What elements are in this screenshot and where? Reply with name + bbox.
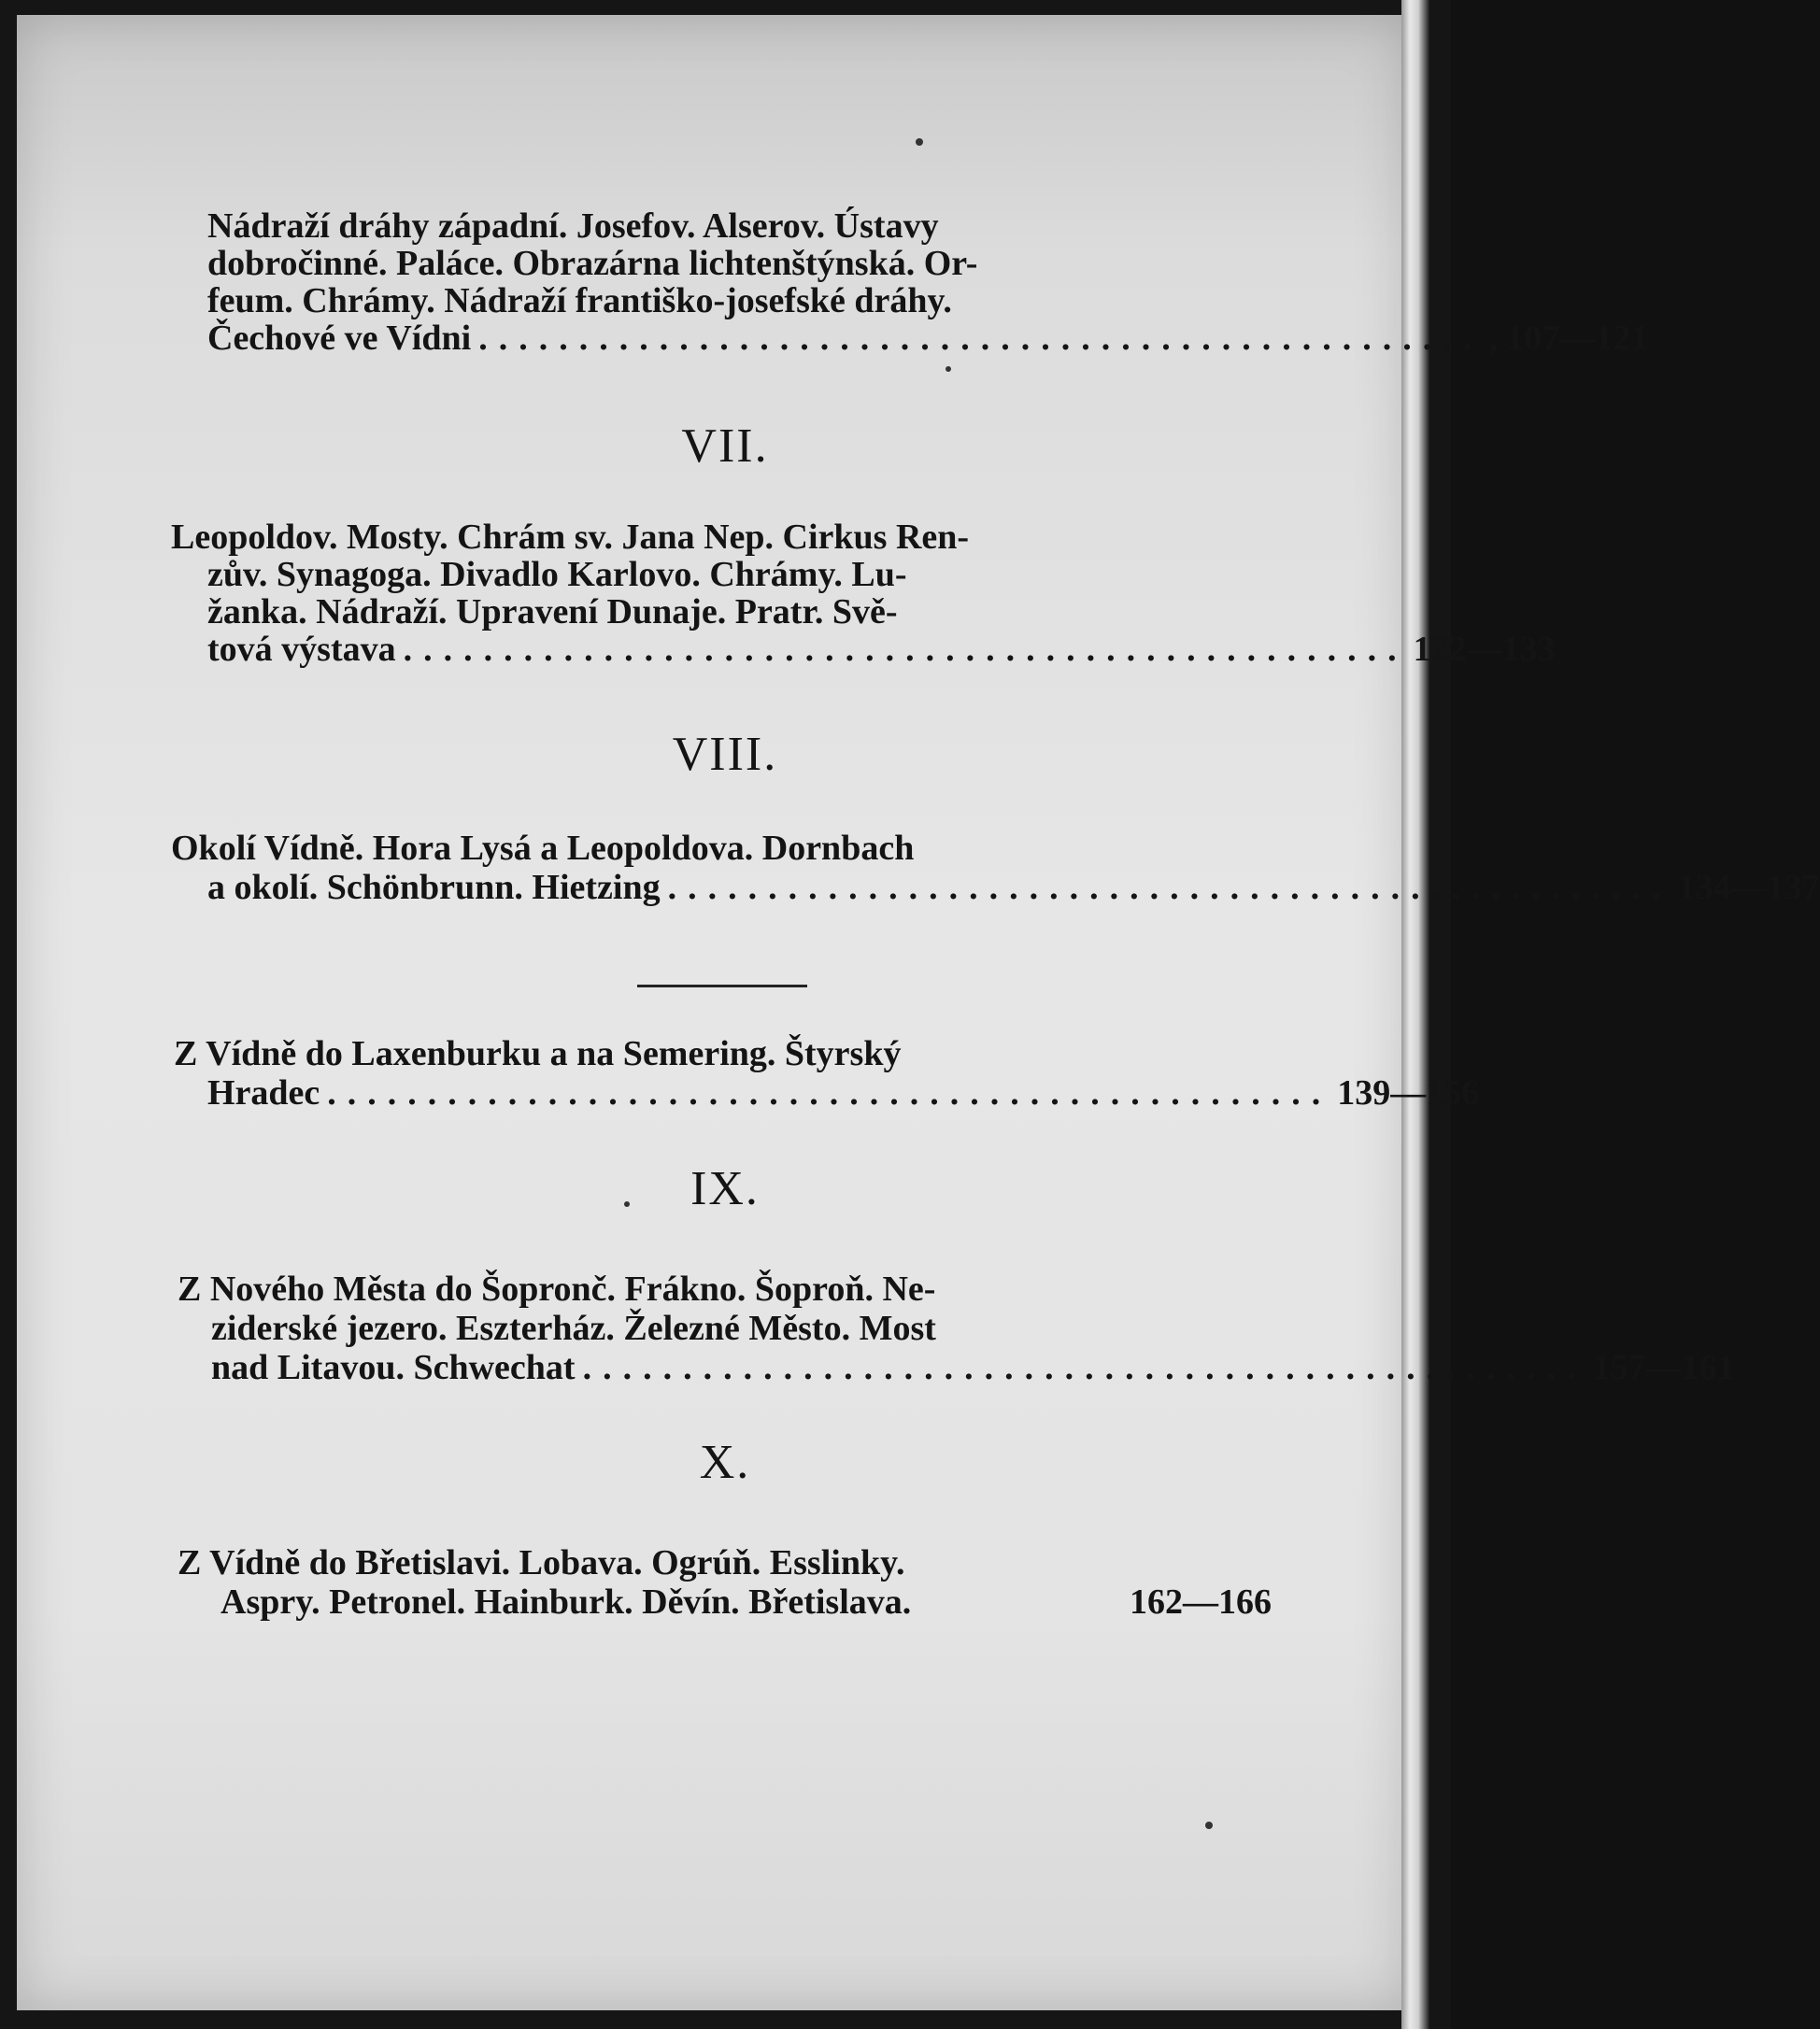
- dot-leader: ..................................................: [327, 1073, 1332, 1113]
- toc-entry-title: tová výstava: [207, 630, 396, 669]
- toc-line: [207, 282, 1104, 319]
- dot-leader: ..................................................: [667, 868, 1672, 907]
- toc-line: [211, 1310, 1116, 1347]
- toc-line-text: Z Nového Města do Šopronč. Frákno. Šoproň. Ne-: [178, 1270, 936, 1309]
- toc-line: [207, 593, 1114, 631]
- toc-line-text: Z Vídně do Laxenburku a na Semering. Štyrský: [174, 1034, 902, 1073]
- toc-entry-title: Čechové ve Vídni: [207, 319, 472, 358]
- toc-line: [207, 207, 1104, 245]
- chapter-numeral: VIII.: [672, 728, 778, 781]
- chapter-numeral: IX.: [690, 1162, 760, 1215]
- toc-line-text: zův. Synagoga. Divadlo Karlovo. Chrámy. Lu-: [207, 555, 907, 594]
- scan-speck: [916, 138, 923, 146]
- page-range: 139—156: [1337, 1073, 1480, 1113]
- toc-line-text: dobročinné. Paláce. Obrazárna lichtenštýnská. Or-: [207, 244, 978, 283]
- toc-line: [178, 1544, 1112, 1582]
- toc-line-text: feum. Chrámy. Nádraží františko-josefské dráhy.: [207, 281, 952, 320]
- toc-entry-title: Aspry. Petronel. Hainburk. Děvín. Břetislava.: [220, 1582, 912, 1622]
- scan-speck: [624, 1201, 630, 1207]
- page-range: 157—161: [1592, 1348, 1735, 1387]
- toc-line: [174, 1035, 1113, 1072]
- dot-leader: [911, 1583, 1124, 1621]
- page-range: 122—133: [1413, 630, 1556, 669]
- dot-leader: ..................................................: [403, 630, 1408, 669]
- chapter-numeral: VII.: [681, 419, 769, 473]
- toc-line-text: Leopoldov. Mosty. Chrám sv. Jana Nep. Cirkus Ren-: [171, 518, 970, 557]
- chapter-numeral: X.: [699, 1436, 751, 1489]
- toc-line: [178, 1270, 1116, 1308]
- page-range: 162—166: [1130, 1582, 1272, 1622]
- toc-entry-title: Hradec: [207, 1073, 320, 1113]
- scan-speck: [946, 366, 951, 372]
- toc-line: [171, 518, 1115, 556]
- toc-line-text: Z Vídně do Břetislavi. Lobava. Ogrúň. Esslinky.: [178, 1543, 905, 1582]
- toc-entry-title: a okolí. Schönbrunn. Hietzing: [207, 868, 661, 907]
- toc-line-text: Nádraží dráhy západní. Josefov. Alserov. Ústavy: [207, 206, 939, 246]
- book-spine-edge: [1401, 0, 1429, 2029]
- toc-entry-last-line: [220, 1583, 1272, 1621]
- toc-entry-last-line: [207, 630, 1556, 669]
- toc-line: [171, 830, 1110, 867]
- page-range: , 107—121: [1488, 319, 1649, 358]
- dot-leader: ..................................................: [478, 319, 1484, 358]
- dot-leader: ..................................................: [582, 1348, 1587, 1387]
- toc-entry-last-line: [207, 868, 1820, 907]
- toc-entry-last-line: [207, 1073, 1480, 1113]
- toc-entry-last-line: [211, 1348, 1735, 1387]
- toc-line: [207, 245, 1104, 282]
- scan-speck: [1205, 1822, 1213, 1829]
- toc-line-text: Okolí Vídně. Hora Lysá a Leopoldova. Dornbach: [171, 829, 915, 868]
- toc-line-text: ziderské jezero. Eszterház. Železné Město. Most: [211, 1309, 936, 1348]
- toc-entry-last-line: [207, 319, 1649, 358]
- page-range: 134—137: [1677, 868, 1820, 907]
- toc-entry-title: nad Litavou. Schwechat: [211, 1348, 576, 1387]
- separator-rule: [637, 985, 807, 987]
- toc-line: [207, 556, 1114, 593]
- toc-line-text: žanka. Nádraží. Upravení Dunaje. Pratr. Svě-: [207, 592, 898, 631]
